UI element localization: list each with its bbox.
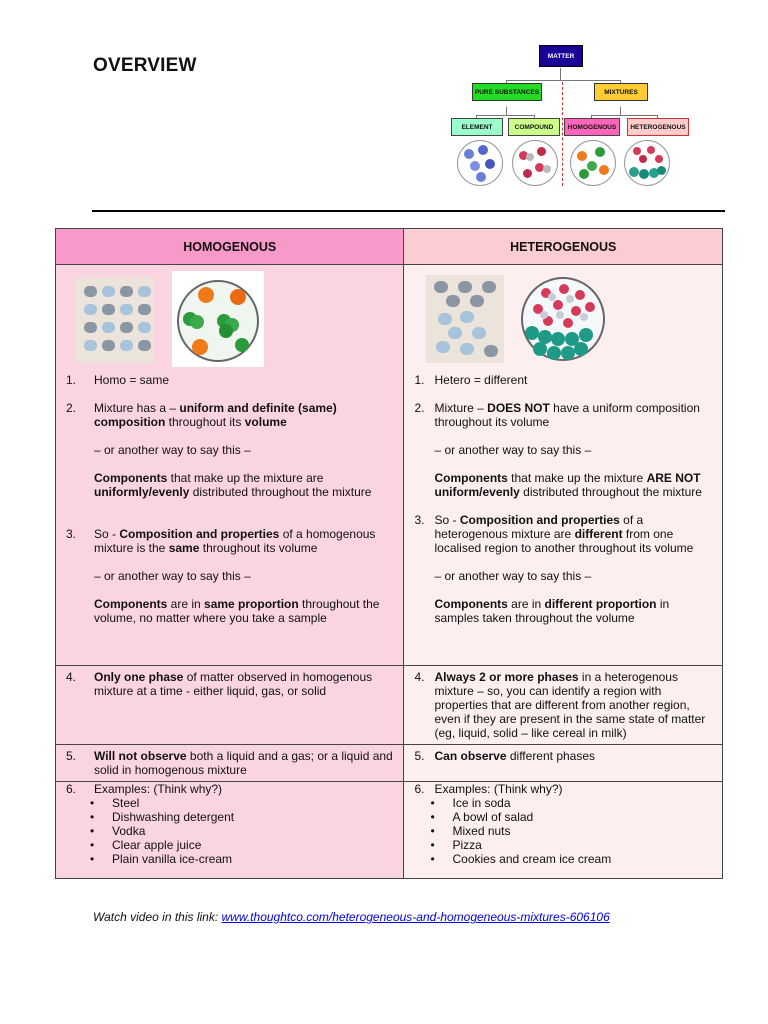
list-item: • A bowl of salad	[406, 810, 714, 824]
homogenous-particles-icon	[570, 140, 616, 186]
heterogenous-point-4: 4. Always 2 or more phases in a heterogenous mixture – so, you can identify a region with properties that are different from another region, even if they are present in the same state of matter (eg, liquid, solid – like cereal in milk)	[414, 670, 706, 740]
heterogenous-illustration	[414, 269, 714, 373]
mixtures-box: MIXTURES	[594, 83, 648, 101]
list-item: • Steel	[66, 796, 395, 810]
horizontal-rule	[92, 210, 725, 212]
video-link-footer	[93, 910, 610, 924]
list-item: • Pizza	[406, 838, 714, 852]
footer-prefix: Watch video in this link:	[93, 910, 222, 924]
list-item: • Cookies and cream ice cream	[406, 852, 714, 866]
heterogenous-point-5-cell	[404, 745, 723, 782]
connector-line	[591, 115, 657, 116]
homogenous-examples-cell	[56, 782, 404, 879]
list-item: • Dishwashing detergent	[66, 810, 395, 824]
heterogenous-point-3: 3. So - Composition and properties of a heterogenous mixture are different from one localised region to another throughout its volume – or another way to say this – Components are in different proportion in samples taken throughout the volume	[414, 513, 694, 625]
homogenous-point-5-cell	[56, 745, 404, 782]
homogenous-illustration	[66, 269, 395, 373]
homogenous-point-1: 1. Homo = same	[66, 373, 170, 387]
uniform-particle-grid-icon	[76, 277, 154, 363]
list-item: • Ice in soda	[406, 796, 714, 810]
homogenous-point-4: 4. Only one phase of matter observed in homogenous mixture at a time - either liquid, gas, or solid	[66, 670, 373, 698]
homogenous-point-6: 6. Examples: (Think why?)	[66, 782, 223, 796]
connector-line	[506, 107, 507, 115]
nonuniform-particle-grid-icon	[426, 275, 504, 363]
list-item: • Clear apple juice	[66, 838, 395, 852]
connector-line	[620, 107, 621, 115]
compound-box: COMPOUND	[508, 118, 560, 136]
homogenous-point-4-cell	[56, 666, 404, 745]
heterogenous-main-cell	[404, 265, 723, 666]
connector-line	[560, 68, 561, 80]
connector-line	[476, 115, 534, 116]
heterogenous-point-1: 1. Hetero = different	[414, 373, 528, 387]
heterogenous-mixture-circle-icon	[518, 273, 608, 365]
homogenous-examples-list	[66, 796, 395, 866]
homogenous-point-3: 3. So - Composition and properties of a homogenous mixture is the same throughout its volume – or another way to say this – Components are in same proportion throughout the volume, no matter where you take a sample	[66, 527, 380, 625]
heterogenous-particles-icon	[624, 140, 670, 186]
heterogenous-header: HETEROGENOUS	[404, 229, 723, 265]
element-particles-icon	[457, 140, 503, 186]
homogenous-box: HOMOGENOUS	[564, 118, 620, 136]
heterogenous-box: HETEROGENOUS	[627, 118, 689, 136]
heterogenous-point-2: 2. Mixture – DOES NOT have a uniform composition throughout its volume – or another way to say this – Components that make up the mixture ARE NOT uniform/evenly distributed throughout the mixture	[414, 401, 702, 499]
homogenous-header: HOMOGENOUS	[56, 229, 404, 265]
heterogenous-examples-list	[406, 796, 714, 866]
element-box: ELEMENT	[451, 118, 503, 136]
heterogenous-point-4-cell	[404, 666, 723, 745]
matter-classification-diagram	[448, 42, 708, 192]
heterogenous-examples-cell	[404, 782, 723, 879]
homogenous-mixture-circle-icon	[172, 271, 264, 367]
page-title: OVERVIEW	[93, 55, 197, 76]
homogenous-point-2: 2. Mixture has a – uniform and definite (same) composition throughout its volume – or another way to say this – Components that make up the mixture are uniformly/evenly distributed throughout the mixture	[66, 401, 372, 499]
divider-line	[562, 82, 563, 186]
heterogenous-point-5: 5. Can observe different phases	[414, 749, 596, 763]
pure-substances-box: PURE SUBSTANCES	[472, 83, 542, 101]
list-item: • Mixed nuts	[406, 824, 714, 838]
homogenous-main-cell	[56, 265, 404, 666]
homogenous-point-5: 5. Will not observe both a liquid and a gas; or a liquid and solid in homogenous mixture	[66, 749, 393, 777]
connector-line	[506, 80, 620, 81]
list-item: • Plain vanilla ice-cream	[66, 852, 395, 866]
compound-particles-icon	[512, 140, 558, 186]
matter-box: MATTER	[539, 45, 583, 67]
list-item: • Vodka	[66, 824, 395, 838]
video-link[interactable]: www.thoughtco.com/heterogeneous-and-homogeneous-mixtures-606106	[221, 910, 610, 924]
heterogenous-point-6: 6. Examples: (Think why?)	[414, 782, 563, 796]
comparison-table	[55, 228, 723, 879]
